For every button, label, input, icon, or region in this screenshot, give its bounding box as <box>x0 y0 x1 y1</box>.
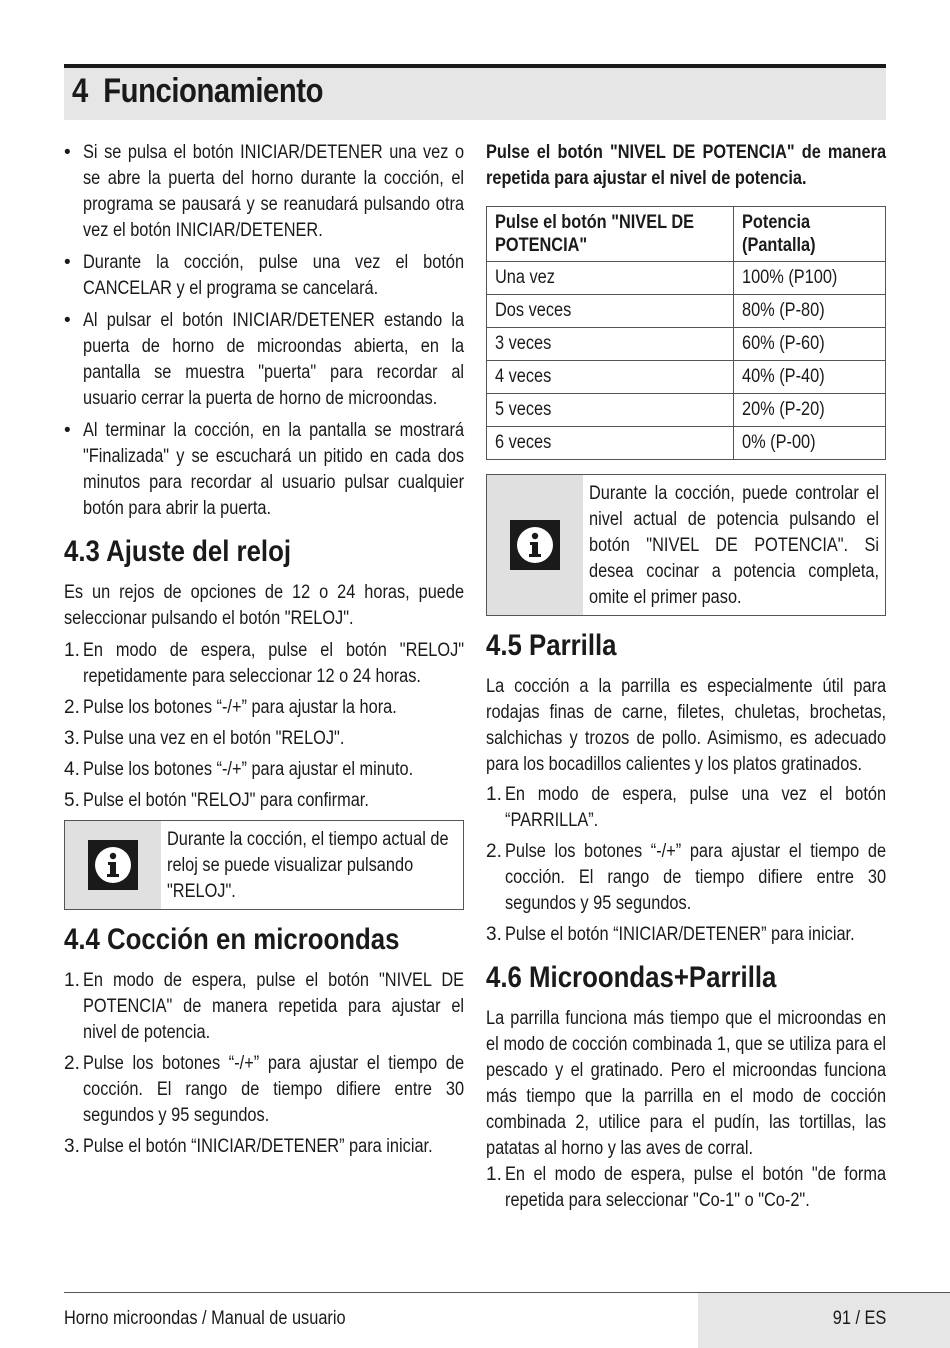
table-row <box>487 427 886 460</box>
clock-note-box <box>64 820 464 910</box>
list-item: • Al pulsar el botón INICIAR/DETENER estando la puerta de horno de microondas abierta, en la pantalla se muestra "puerta" para recordar al usuario cerrar la puerta de horno de microondas. <box>64 308 464 412</box>
table-header-cell: Pulse el botón "NIVEL DE POTENCIA" <box>487 207 734 262</box>
microwave-steps <box>64 968 464 1160</box>
list-item: 3. Pulse el botón “INICIAR/DETENER” para iniciar. <box>486 924 855 945</box>
footer-manual-title: Horno microondas / Manual de usuario <box>64 1308 346 1329</box>
table-cell: Una vez <box>487 262 734 295</box>
chapter-number: 4 <box>72 72 88 110</box>
table-cell: Dos veces <box>487 295 734 328</box>
list-item: 2. Pulse los botones “-/+” para ajustar el tiempo de cocción. El rango de tiempo difiere entre 30 segundos y 95 segundos. <box>64 1053 465 1126</box>
note-text: Durante la cocción, el tiempo actual de reloj se puede visualizar pulsando "RELOJ". <box>167 829 449 902</box>
list-item: 1. En modo de espera, pulse una vez el botón “PARRILLA”. <box>486 784 887 831</box>
list-item: 4. Pulse los botones “-/+” para ajustar el minuto. <box>64 759 414 780</box>
table-row <box>487 361 886 394</box>
table-header-cell: Potencia (Pantalla) <box>734 207 886 262</box>
table-row <box>487 295 886 328</box>
section-heading-grill: 4.5 Parrilla <box>486 629 617 662</box>
footer-page-number: 91 / ES <box>832 1308 886 1329</box>
table-row <box>487 394 886 427</box>
list-item: • Al terminar la cocción, en la pantalla se mostrará "Finalizada" y se escuchará un pitido en cada dos minutos para recordar al usuario pulsar cualquier botón para abrir la puerta. <box>64 418 464 522</box>
power-intro: Pulse el botón "NIVEL DE POTENCIA" de manera repetida para ajustar el nivel de potencia. <box>486 142 887 189</box>
list-item: • Durante la cocción, pulse una vez el botón CANCELAR y el programa se cancelará. <box>64 250 464 302</box>
power-note-box <box>486 474 886 616</box>
table-cell: 60% (P-60) <box>734 328 886 361</box>
list-item: 2. Pulse los botones “-/+” para ajustar la hora. <box>64 697 397 718</box>
list-item: • Si se pulsa el botón INICIAR/DETENER una vez o se abre la puerta del horno durante la cocción, el programa se pausará y se reanudará pulsando otra vez el botón INICIAR/DETENER. <box>64 140 464 244</box>
section-heading-microwave: 4.4 Cocción en microondas <box>64 923 400 956</box>
table-row <box>487 262 886 295</box>
table-cell: 20% (P-20) <box>734 394 886 427</box>
clock-steps <box>64 638 464 814</box>
list-item: 2. Pulse los botones “-/+” para ajustar el tiempo de cocción. El rango de tiempo difiere entre 30 segundos y 95 segundos. <box>486 841 887 914</box>
note-text: Durante la cocción, puede controlar el nivel actual de potencia pulsando el botón "NIVEL DE POTENCIA". Si desea cocinar a potencia completa, omite el primer paso. <box>589 483 880 608</box>
power-level-table <box>486 206 886 460</box>
table-cell: 80% (P-80) <box>734 295 886 328</box>
grill-intro: La cocción a la parrilla es especialmente útil para rodajas finas de carne, filetes, chuletas, brochetas, salchichas y trozos de pollo. Asimismo, es adecuado para los bocadillos calientes y los platos gratinados. <box>486 676 887 775</box>
operation-bullets <box>64 140 464 522</box>
note-icon-cell <box>487 475 583 615</box>
clock-intro: Es un rejos de opciones de 12 o 24 horas, puede seleccionar pulsando el botón "RELOJ". <box>64 582 465 629</box>
info-icon <box>88 840 138 890</box>
list-item: 5. Pulse el botón "RELOJ" para confirmar. <box>64 790 369 811</box>
grill-steps <box>486 782 886 948</box>
combo-steps <box>486 1162 886 1214</box>
footer-page-box <box>698 1293 950 1348</box>
table-cell: 40% (P-40) <box>734 361 886 394</box>
list-item: 3. Pulse el botón “INICIAR/DETENER” para iniciar. <box>64 1136 433 1157</box>
right-column <box>486 140 886 1219</box>
table-row <box>487 328 886 361</box>
section-heading-combo: 4.6 Microondas+Parrilla <box>486 961 777 994</box>
info-icon <box>510 520 560 570</box>
table-cell: 100% (P100) <box>734 262 886 295</box>
chapter-title <box>72 72 323 111</box>
table-cell: 4 veces <box>487 361 734 394</box>
list-item: 1. En el modo de espera, pulse el botón "de forma repetida para seleccionar "Co-1" o "Co-2". <box>486 1164 887 1211</box>
combo-intro: La parrilla funciona más tiempo que el microondas en el modo de cocción combinada 1, que se utiliza para el pescado y el gratinado. Pero el microondas funciona más tiempo que la parrilla en el modo de cocción combinada 2, utilice para el pudín, las tortillas, las patatas al horno y las aves de corral. <box>486 1008 887 1159</box>
table-cell: 5 veces <box>487 394 734 427</box>
list-item: 1. En modo de espera, pulse el botón "RELOJ" repetidamente para seleccionar 12 o 24 horas. <box>64 640 465 687</box>
left-column <box>64 140 464 1165</box>
table-cell: 3 veces <box>487 328 734 361</box>
section-heading-clock: 4.3 Ajuste del reloj <box>64 535 292 568</box>
table-cell: 0% (P-00) <box>734 427 886 460</box>
note-icon-cell <box>65 821 161 909</box>
list-item: 3. Pulse una vez en el botón "RELOJ". <box>64 728 345 749</box>
chapter-title-text: Funcionamiento <box>103 72 324 110</box>
table-header-row <box>487 207 886 262</box>
list-item: 1. En modo de espera, pulse el botón "NIVEL DE POTENCIA" de manera repetida para ajustar el nivel de potencia. <box>64 970 465 1043</box>
table-cell: 6 veces <box>487 427 734 460</box>
